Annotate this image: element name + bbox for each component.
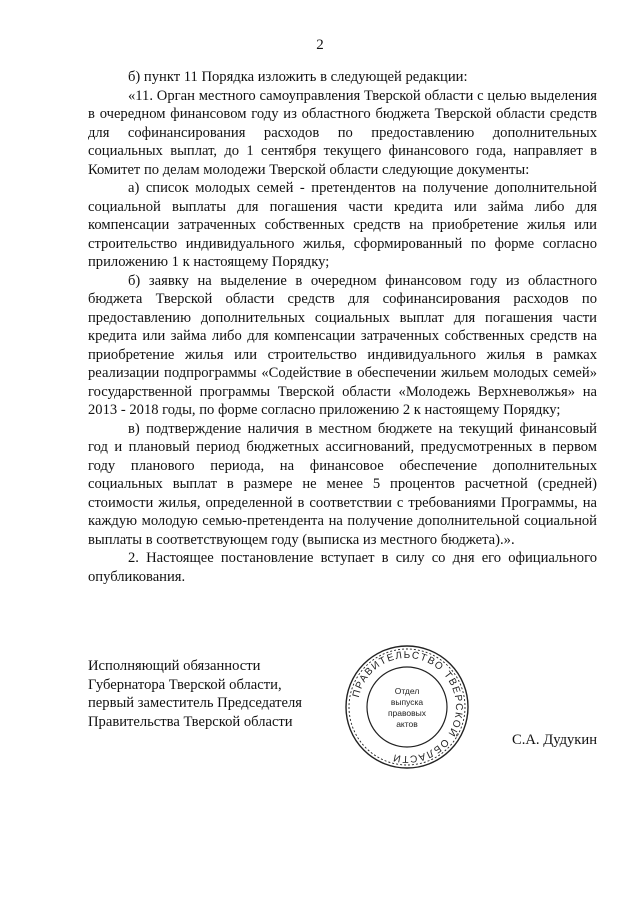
page-number: 2 bbox=[316, 37, 324, 53]
paragraph-item-v: в) подтверждение наличия в местном бюджете на текущий финансовый год и плановый период бюджетных ассигнований, предусмотренных в первом году планового периода, на финансовое обеспечение дополнительных социальных выплат в размере не менее 5 процентов расчетной (средней) стоимости жилья, определенной в соответствии с требованиями Программы, на каждую молодую семью-претендента на получение дополнительной социальной выплаты в соответствующем году (выписка из местного бюджета).». bbox=[88, 420, 597, 548]
svg-text:актов: актов bbox=[396, 719, 418, 729]
signature-block bbox=[88, 649, 597, 787]
signer-position-line: первый заместитель Председателя bbox=[88, 695, 303, 711]
signer-position bbox=[88, 657, 302, 731]
signer-position-line: Правительства Тверской области bbox=[88, 713, 293, 730]
paragraph-clause-11: «11. Орган местного самоуправления Тверской области с целью выделения в очередном финансовом году из областного бюджета Тверской области средств для софинансирования расходов по предоставлению дополнительных социальных выплат, до 1 сентября текущего финансового года, направляет в Комитет по делам молодежи Тверской области следующие документы: bbox=[88, 87, 597, 178]
stamp-seal bbox=[343, 643, 471, 771]
paragraph-item-b: б) заявку на выделение в очередном финансовом году из областного бюджета Тверской области средств для софинансирования расходов по предоставлению дополнительных социальных выплат для погашения части кредита или займа либо для компенсации затраченных собственных средств на приобретение жилья или строительство индивидуального жилья в рамках реализации подпрограммы «Содействие в обеспечении жильем молодых семей» государственной программы Тверской области «Молодежь Верхневолжья» на 2013 - 2018 годы, по форме согласно приложению 2 к настоящему Порядку; bbox=[88, 272, 597, 418]
document-body bbox=[88, 68, 597, 586]
paragraph-item-a: а) список молодых семей - претендентов на получение дополнительной социальной выплаты для погашения части кредита или займа либо для компенсации затраченных собственных средств на приобретение жилья или строительство индивидуального жилья, сформированный по форме согласно приложению 1 к настоящему Порядку; bbox=[88, 180, 597, 270]
signer-position-line: Исполняющий обязанности bbox=[88, 658, 261, 674]
paragraph-effective-date: 2. Настоящее постановление вступает в силу со дня его официального опубликования. bbox=[88, 550, 597, 585]
svg-text:выпуска: выпуска bbox=[390, 697, 424, 707]
svg-text:Отдел: Отдел bbox=[394, 686, 420, 696]
signer-name: С.А. Дудукин bbox=[512, 732, 597, 748]
paragraph-amendment-intro: б) пункт 11 Порядка изложить в следующей редакции: bbox=[128, 69, 468, 85]
svg-text:ПРАВИТЕЛЬСТВО ТВЕРСКОЙ ОБЛАСТИ: ПРАВИТЕЛЬСТВО ТВЕРСКОЙ ОБЛАСТИ bbox=[350, 649, 465, 765]
official-stamp bbox=[343, 643, 471, 771]
svg-text:правовых: правовых bbox=[387, 708, 427, 718]
signer-position-line: Губернатора Тверской области, bbox=[88, 676, 282, 693]
